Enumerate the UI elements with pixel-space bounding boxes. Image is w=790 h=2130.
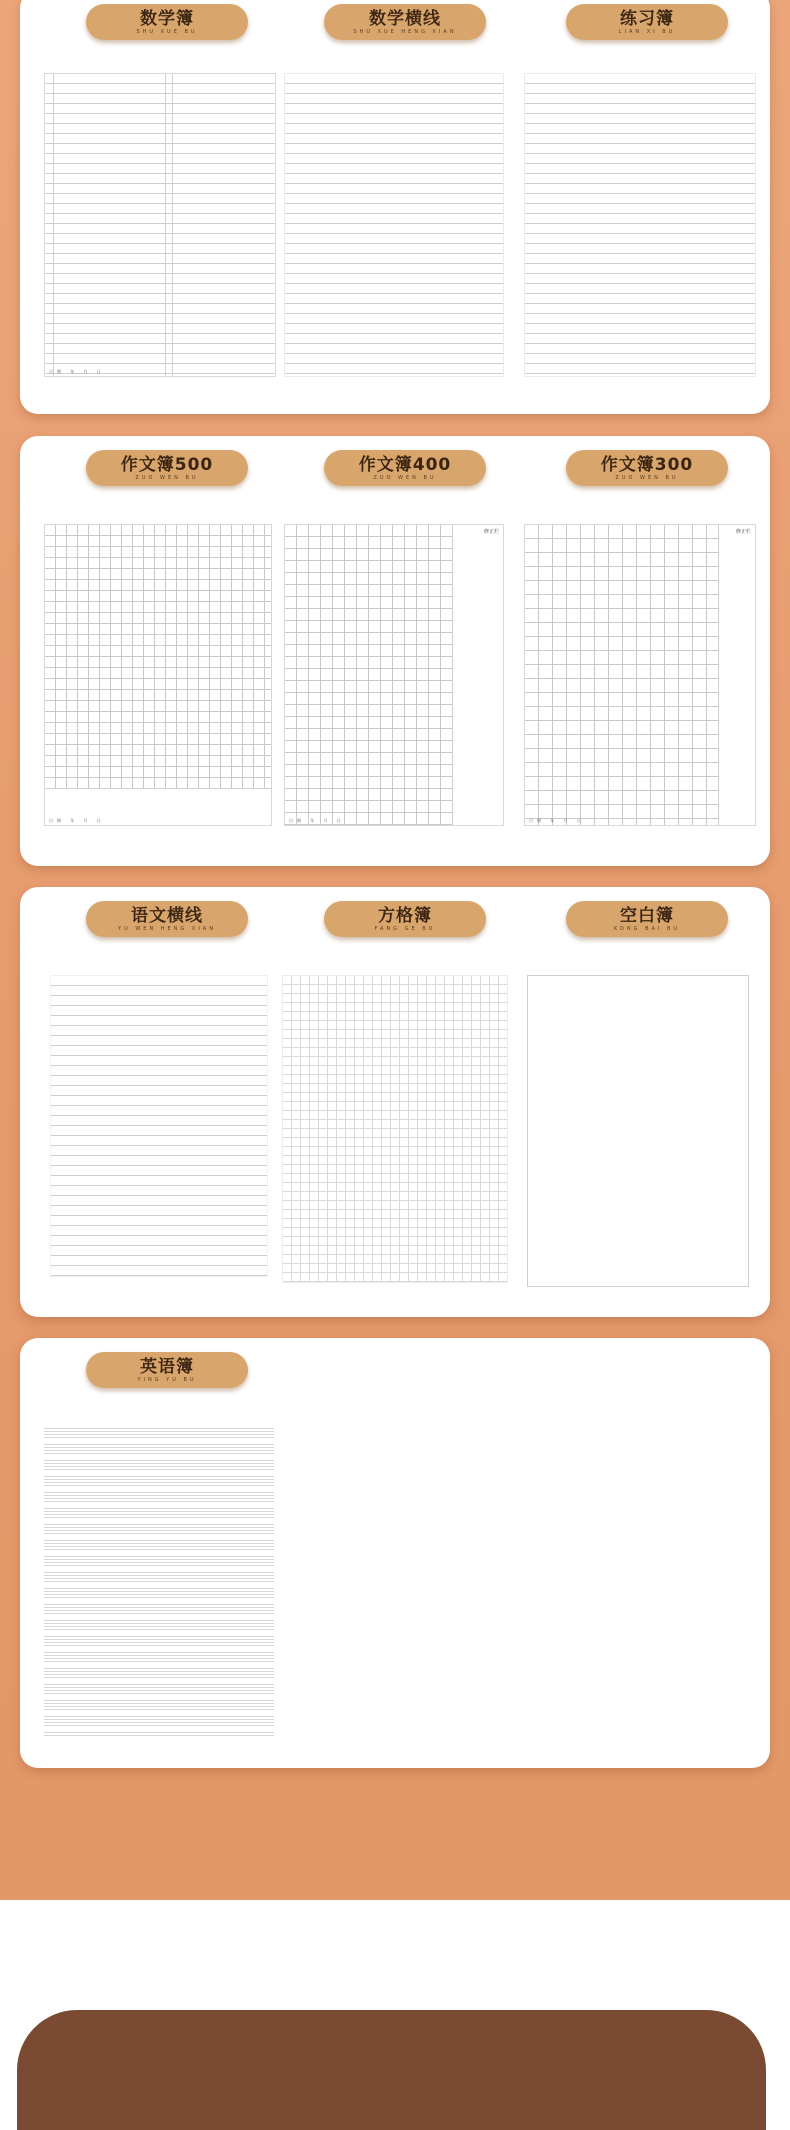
notebook-sheet — [44, 73, 276, 377]
title-pill — [86, 4, 248, 40]
title-pill — [566, 4, 728, 40]
correction-column-label: 修正栏 — [483, 529, 499, 535]
date-footer: 日期 年 月 日 — [529, 818, 585, 823]
notebook-pinyin: LIAN XI BU — [618, 29, 676, 35]
notebook-title: 空白簿 — [620, 906, 674, 926]
notebook-fang-ge-bu — [268, 887, 505, 1317]
notebook-title: 数学簿 — [140, 9, 194, 29]
notebook-sheet — [44, 1428, 274, 1738]
notebook-sheet — [50, 975, 268, 1277]
date-footer: 日期 年 月 日 — [49, 818, 105, 823]
bottom-brown-banner — [17, 2010, 766, 2130]
notebook-pinyin: ZUO WEN BU — [373, 475, 437, 481]
notebook-title: 作文簿400 — [358, 455, 452, 475]
panel-math — [20, 0, 770, 414]
notebook-shu-xue-heng-xian — [268, 0, 505, 414]
title-pill — [86, 450, 248, 486]
notebook-sheet — [282, 975, 508, 1283]
panel-chinese — [20, 887, 770, 1317]
title-pill — [324, 4, 486, 40]
notebook-pinyin: YU WEN HENG XIAN — [118, 926, 216, 932]
title-pill — [86, 1352, 248, 1388]
title-pill — [86, 901, 248, 937]
notebook-lian-xi-bu — [510, 0, 747, 414]
notebook-zuo-wen-bu-300 — [510, 436, 751, 866]
notebook-sheet — [524, 73, 756, 377]
notebook-pinyin: ZUO WEN BU — [615, 475, 679, 481]
correction-column-label: 修正栏 — [735, 529, 751, 535]
notebook-shu-xue-bu — [30, 0, 267, 414]
notebook-title: 数学横线 — [369, 9, 441, 29]
notebook-pinyin: YING YU BU — [137, 1377, 197, 1383]
title-pill — [324, 901, 486, 937]
notebook-sheet — [527, 975, 749, 1287]
notebook-kong-bai-bu — [510, 887, 747, 1317]
notebook-ying-yu-bu — [30, 1338, 267, 1768]
title-pill — [566, 450, 728, 486]
notebook-sheet — [284, 73, 504, 377]
notebook-sheet — [284, 524, 504, 826]
date-footer: 日期 年 月 日 — [289, 818, 345, 823]
notebook-pinyin: SHU XUE BU — [136, 29, 198, 35]
notebook-title: 作文簿500 — [120, 455, 214, 475]
panel-composition — [20, 436, 770, 866]
notebook-title: 作文簿300 — [600, 455, 694, 475]
notebook-zuo-wen-bu-500 — [30, 436, 267, 866]
notebook-title: 语文横线 — [131, 906, 203, 926]
notebook-title: 练习簿 — [620, 9, 674, 29]
title-pill — [324, 450, 486, 486]
notebook-pinyin: FANG GE BU — [374, 926, 436, 932]
notebook-zuo-wen-bu-400 — [268, 436, 505, 866]
notebook-title: 方格簿 — [378, 906, 432, 926]
notebook-pinyin: KONG BAI BU — [613, 926, 681, 932]
notebook-pinyin: ZUO WEN BU — [135, 475, 199, 481]
panel-english — [20, 1338, 770, 1768]
notebook-title: 英语簿 — [140, 1357, 194, 1377]
notebook-yu-wen-heng-xian — [30, 887, 267, 1317]
notebook-pinyin: SHU XUE HENG XIAN — [353, 29, 457, 35]
notebook-sheet — [524, 524, 756, 826]
notebook-sheet — [44, 524, 272, 826]
date-footer: 日期 年 月 日 — [49, 369, 105, 374]
title-pill — [566, 901, 728, 937]
